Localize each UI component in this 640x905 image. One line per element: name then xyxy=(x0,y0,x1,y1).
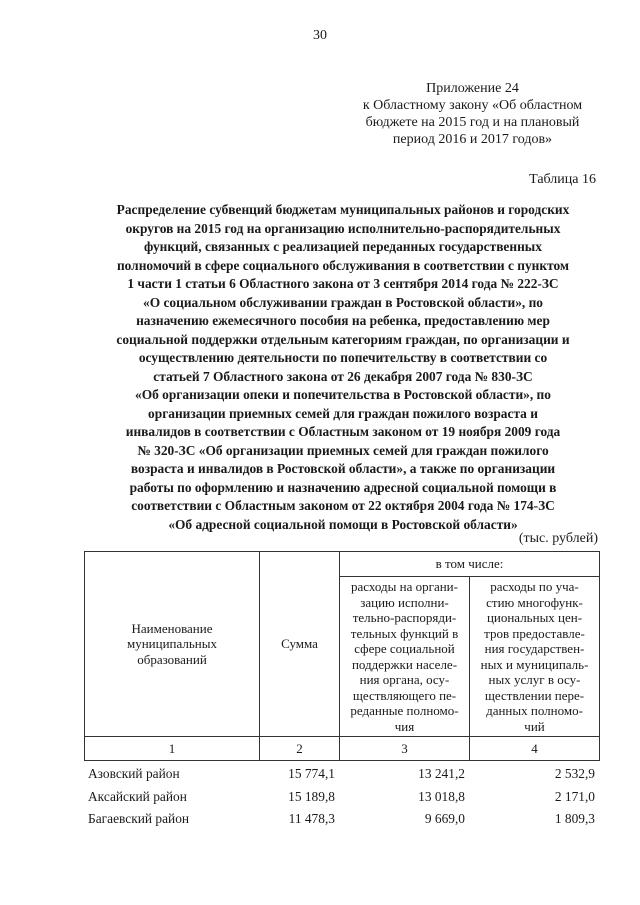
appendix-line: Приложение 24 xyxy=(426,81,519,96)
header-line: Наименование xyxy=(131,620,213,636)
heading-line: возраста и инвалидов в Ростовской области», а также по организации xyxy=(130,461,556,476)
col4-header xyxy=(470,577,600,737)
mfc-expense-value: 2 171,0 xyxy=(554,788,595,804)
header-line: образований xyxy=(137,651,207,667)
heading-line: инвалидов в соответствии с Областным законом от 19 ноября 2009 года xyxy=(125,424,561,439)
mfc-expense-value: 2 532,9 xyxy=(554,766,595,782)
col-sum-header: Сумма xyxy=(260,552,340,737)
header-line: тельно-распоряди- xyxy=(352,610,457,625)
heading-line: 1 части 1 статьи 6 Областного закона от 3 сентября 2014 года № 222-ЗС xyxy=(127,276,559,291)
municipality-name: Азовский район xyxy=(88,766,180,782)
table-row xyxy=(84,763,599,786)
heading-line: «Об адресной социальной помощи в Ростовской области» xyxy=(168,516,518,532)
header-line: тельных функций в xyxy=(350,625,459,641)
heading-line: округов на 2015 год на организацию исполнительно-распорядительных xyxy=(125,220,561,236)
heading-line: организации приемных семей для граждан пожилого возраста и xyxy=(148,405,538,421)
header-line: тров предоставле- xyxy=(484,625,585,641)
header-line: расходы на органи- xyxy=(351,579,458,594)
header-line: ществляющего пе- xyxy=(352,687,457,703)
header-line: ных и муниципаль- xyxy=(480,656,589,672)
heading-line: осуществлению деятельности по попечительству в соответствии со xyxy=(138,350,548,365)
appendix-line: бюджете на 2015 год и на плановый xyxy=(365,115,580,130)
units-note: (тыс. рублей) xyxy=(518,531,598,546)
heading-line: Распределение субвенций бюджетам муниципальных районов и городских xyxy=(116,202,570,217)
header-line: чий xyxy=(524,718,545,734)
appendix-note xyxy=(330,80,615,148)
heading-line: соответствии с Областным законом от 22 октября 2004 года № 174-ЗС xyxy=(131,498,555,513)
table-label: Таблица 16 xyxy=(529,172,596,187)
municipality-name: Багаевский район xyxy=(88,811,190,827)
header-line: данных полномо- xyxy=(486,703,583,718)
heading-line: «Об организации опеки и попечительства в Ростовской области», по xyxy=(135,387,551,402)
municipality-name: Аксайский район xyxy=(88,788,187,804)
header-line: ния государствен- xyxy=(484,641,585,656)
group-header: в том числе: xyxy=(340,552,600,577)
heading-line: функций, связанных с реализацией переданных государственных xyxy=(144,239,542,254)
col-number: 2 xyxy=(260,737,340,761)
table-row xyxy=(84,786,599,809)
appendix-line: к Областному закону «Об областном xyxy=(362,98,583,113)
org-expense-value: 9 669,0 xyxy=(424,811,465,827)
header-line: ных услуг в осу- xyxy=(488,672,581,687)
appendix-line: период 2016 и 2017 годов» xyxy=(392,132,553,147)
header-line: поддержки населе- xyxy=(351,656,458,672)
page-number: 30 xyxy=(313,28,327,43)
heading-line: социальной поддержки отдельным категориям граждан, по организации и xyxy=(116,331,570,347)
heading-line: № 320-ЗС «Об организации приемных семей для граждан пожилого xyxy=(137,442,549,458)
data-table xyxy=(84,763,599,831)
table-header xyxy=(84,551,600,761)
header-line: реданные полномо- xyxy=(350,703,459,718)
header-line: стию многофунк- xyxy=(486,594,583,610)
heading-line: работы по оформлению и назначению адресной социальной помощи в xyxy=(129,479,557,495)
header-line: зацию исполни- xyxy=(360,594,449,610)
heading-line: статьей 7 Областного закона от 26 декабря 2007 года № 830-ЗС xyxy=(153,368,533,384)
org-expense-value: 13 018,8 xyxy=(418,788,465,804)
col3-header xyxy=(340,577,470,737)
sum-value: 11 478,3 xyxy=(288,811,335,827)
header-line: ществлении пере- xyxy=(484,687,585,703)
document-heading xyxy=(60,201,626,534)
mfc-expense-value: 1 809,3 xyxy=(554,811,595,827)
header-line: циональных цен- xyxy=(486,610,583,625)
col-number: 1 xyxy=(85,737,260,761)
org-expense-value: 13 241,2 xyxy=(418,766,465,782)
header-line: ния органа, осу- xyxy=(359,672,450,687)
heading-line: назначению ежемесячного пособия на ребенка, предоставлению мер xyxy=(136,313,550,328)
header-line: чия xyxy=(394,718,415,734)
sum-value: 15 189,8 xyxy=(288,788,335,804)
heading-line: «О социальном обслуживании граждан в Ростовской области», по xyxy=(143,294,543,310)
sum-value: 15 774,1 xyxy=(288,766,335,782)
header-line: расходы по уча- xyxy=(490,579,579,594)
header-line: сфере социальной xyxy=(354,641,455,656)
col-name-header xyxy=(85,552,260,737)
heading-line: полномочий в сфере социального обслуживания в соответствии с пунктом xyxy=(116,257,570,273)
col-number: 3 xyxy=(340,737,470,761)
header-line: муниципальных xyxy=(126,636,217,652)
col-number: 4 xyxy=(470,737,600,761)
table-row xyxy=(84,808,599,831)
